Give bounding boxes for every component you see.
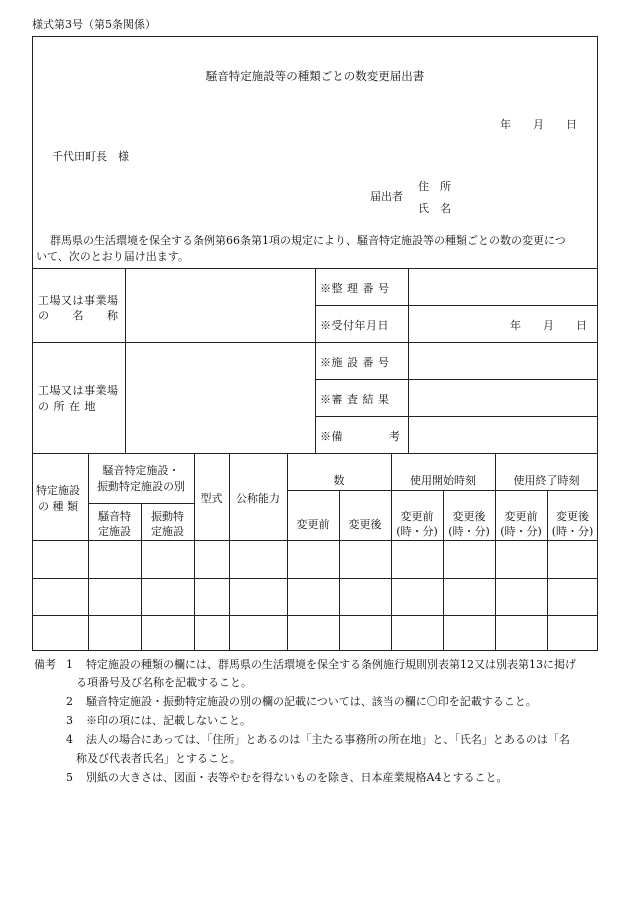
note-number: 4 <box>66 733 73 746</box>
col-divider <box>315 268 316 453</box>
note-number: 3 <box>66 714 73 727</box>
note-text: る項番号及び名称を記載すること。 <box>76 676 252 689</box>
note-text: 別紙の大きさは、図面・表等やむを得ないものを除き、日本産業規格A4とすること。 <box>86 771 508 784</box>
note-number: 5 <box>66 771 73 784</box>
reception-date-label: ※受付年月日 <box>320 319 389 332</box>
row-divider <box>315 416 598 417</box>
addressee: 千代田町長 様 <box>52 150 129 163</box>
noise-facility-label: 騒音特 <box>98 510 131 523</box>
row-divider <box>32 540 598 541</box>
factory-name-label: 工場又は事業場 <box>38 294 119 307</box>
reception-date-value: 年 月 日 <box>510 319 587 332</box>
notes-header: 備考 <box>34 658 56 671</box>
intro-line-2: いて、次のとおり届け出ます。 <box>36 250 189 263</box>
count-before-label: 変更前 <box>296 518 330 531</box>
category-label: 騒音特定施設・ <box>102 464 180 477</box>
notifier-name-field[interactable]: 氏 名 <box>418 202 451 215</box>
vibration-facility-label: 定施設 <box>151 525 184 538</box>
row-divider <box>32 615 598 616</box>
start-after-label: 変更後 <box>452 510 486 523</box>
note-text: 法人の場合にあっては、「住所」とあるのは「主たる事務所の所在地」と、「氏名」とあるのは「名 <box>86 733 570 746</box>
factory-location-label: 工場又は事業場 <box>38 384 119 397</box>
row-divider <box>315 305 598 306</box>
end-time-label: 使用終了時刻 <box>513 474 580 487</box>
remarks-label: ※備 考 <box>320 430 401 443</box>
vibration-facility-label: 振動特 <box>151 510 184 523</box>
factory-name-label: の 名 称 <box>38 309 119 322</box>
note-number: 1 <box>66 658 73 671</box>
col-divider <box>339 490 340 651</box>
col-divider <box>194 453 195 651</box>
col-divider <box>125 268 126 453</box>
factory-location-label: の 所 在 地 <box>38 400 96 413</box>
model-label: 型式 <box>200 492 223 505</box>
start-before-unit: (時・分) <box>396 525 438 538</box>
intro-line-1: 群馬県の生活環境を保全する条例第66条第1項の規定により、騒音特定施設等の種類ごとの数の変更につ <box>50 234 566 247</box>
form-id: 様式第3号（第5条関係） <box>32 18 156 31</box>
note-number: 2 <box>66 695 73 708</box>
end-before-label: 変更前 <box>504 510 538 523</box>
note-text: ※印の項には、記載しないこと。 <box>86 714 251 727</box>
capacity-label: 公称能力 <box>236 492 280 505</box>
end-before-unit: (時・分) <box>500 525 542 538</box>
factory-name-input[interactable] <box>128 270 313 340</box>
end-after-label: 変更後 <box>556 510 589 523</box>
noise-facility-label: 定施設 <box>98 525 131 538</box>
facility-number-label: ※施 設 番 号 <box>320 356 390 369</box>
factory-location-input[interactable] <box>128 344 313 451</box>
notifier-address-field[interactable]: 住 所 <box>418 180 451 193</box>
facility-type-label: 特定施設 <box>36 484 80 497</box>
count-label: 数 <box>333 474 345 487</box>
reg-number-label: ※整 理 番 号 <box>320 282 390 295</box>
count-after-label: 変更後 <box>348 518 382 531</box>
col-divider <box>229 453 230 651</box>
row-divider <box>32 453 598 454</box>
note-text: 騒音特定施設・振動特定施設の別の欄の記載については、該当の欄に〇印を記載すること。 <box>86 695 537 708</box>
col-divider <box>408 268 409 453</box>
row-divider <box>32 578 598 579</box>
row-divider <box>315 379 598 380</box>
category-label: 振動特定施設の別 <box>97 480 185 493</box>
inspection-result-label: ※審 査 結 果 <box>320 393 390 406</box>
start-after-unit: (時・分) <box>448 525 490 538</box>
notifier-label: 届出者 <box>370 190 403 203</box>
facility-type-label: の 種 類 <box>38 500 78 513</box>
start-time-label: 使用開始時刻 <box>410 474 476 487</box>
note-text: 称及び代表者氏名」とすること。 <box>76 752 241 765</box>
form-title: 騒音特定施設等の種類ごとの数変更届出書 <box>205 69 425 83</box>
end-after-unit: (時・分) <box>551 525 594 538</box>
date-field[interactable]: 年 月 日 <box>500 118 577 131</box>
note-text: 特定施設の種類の欄には、群馬県の生活環境を保全する条例施行規則別表第12又は別表第13に掲げ <box>86 658 576 671</box>
start-before-label: 変更前 <box>400 510 434 523</box>
